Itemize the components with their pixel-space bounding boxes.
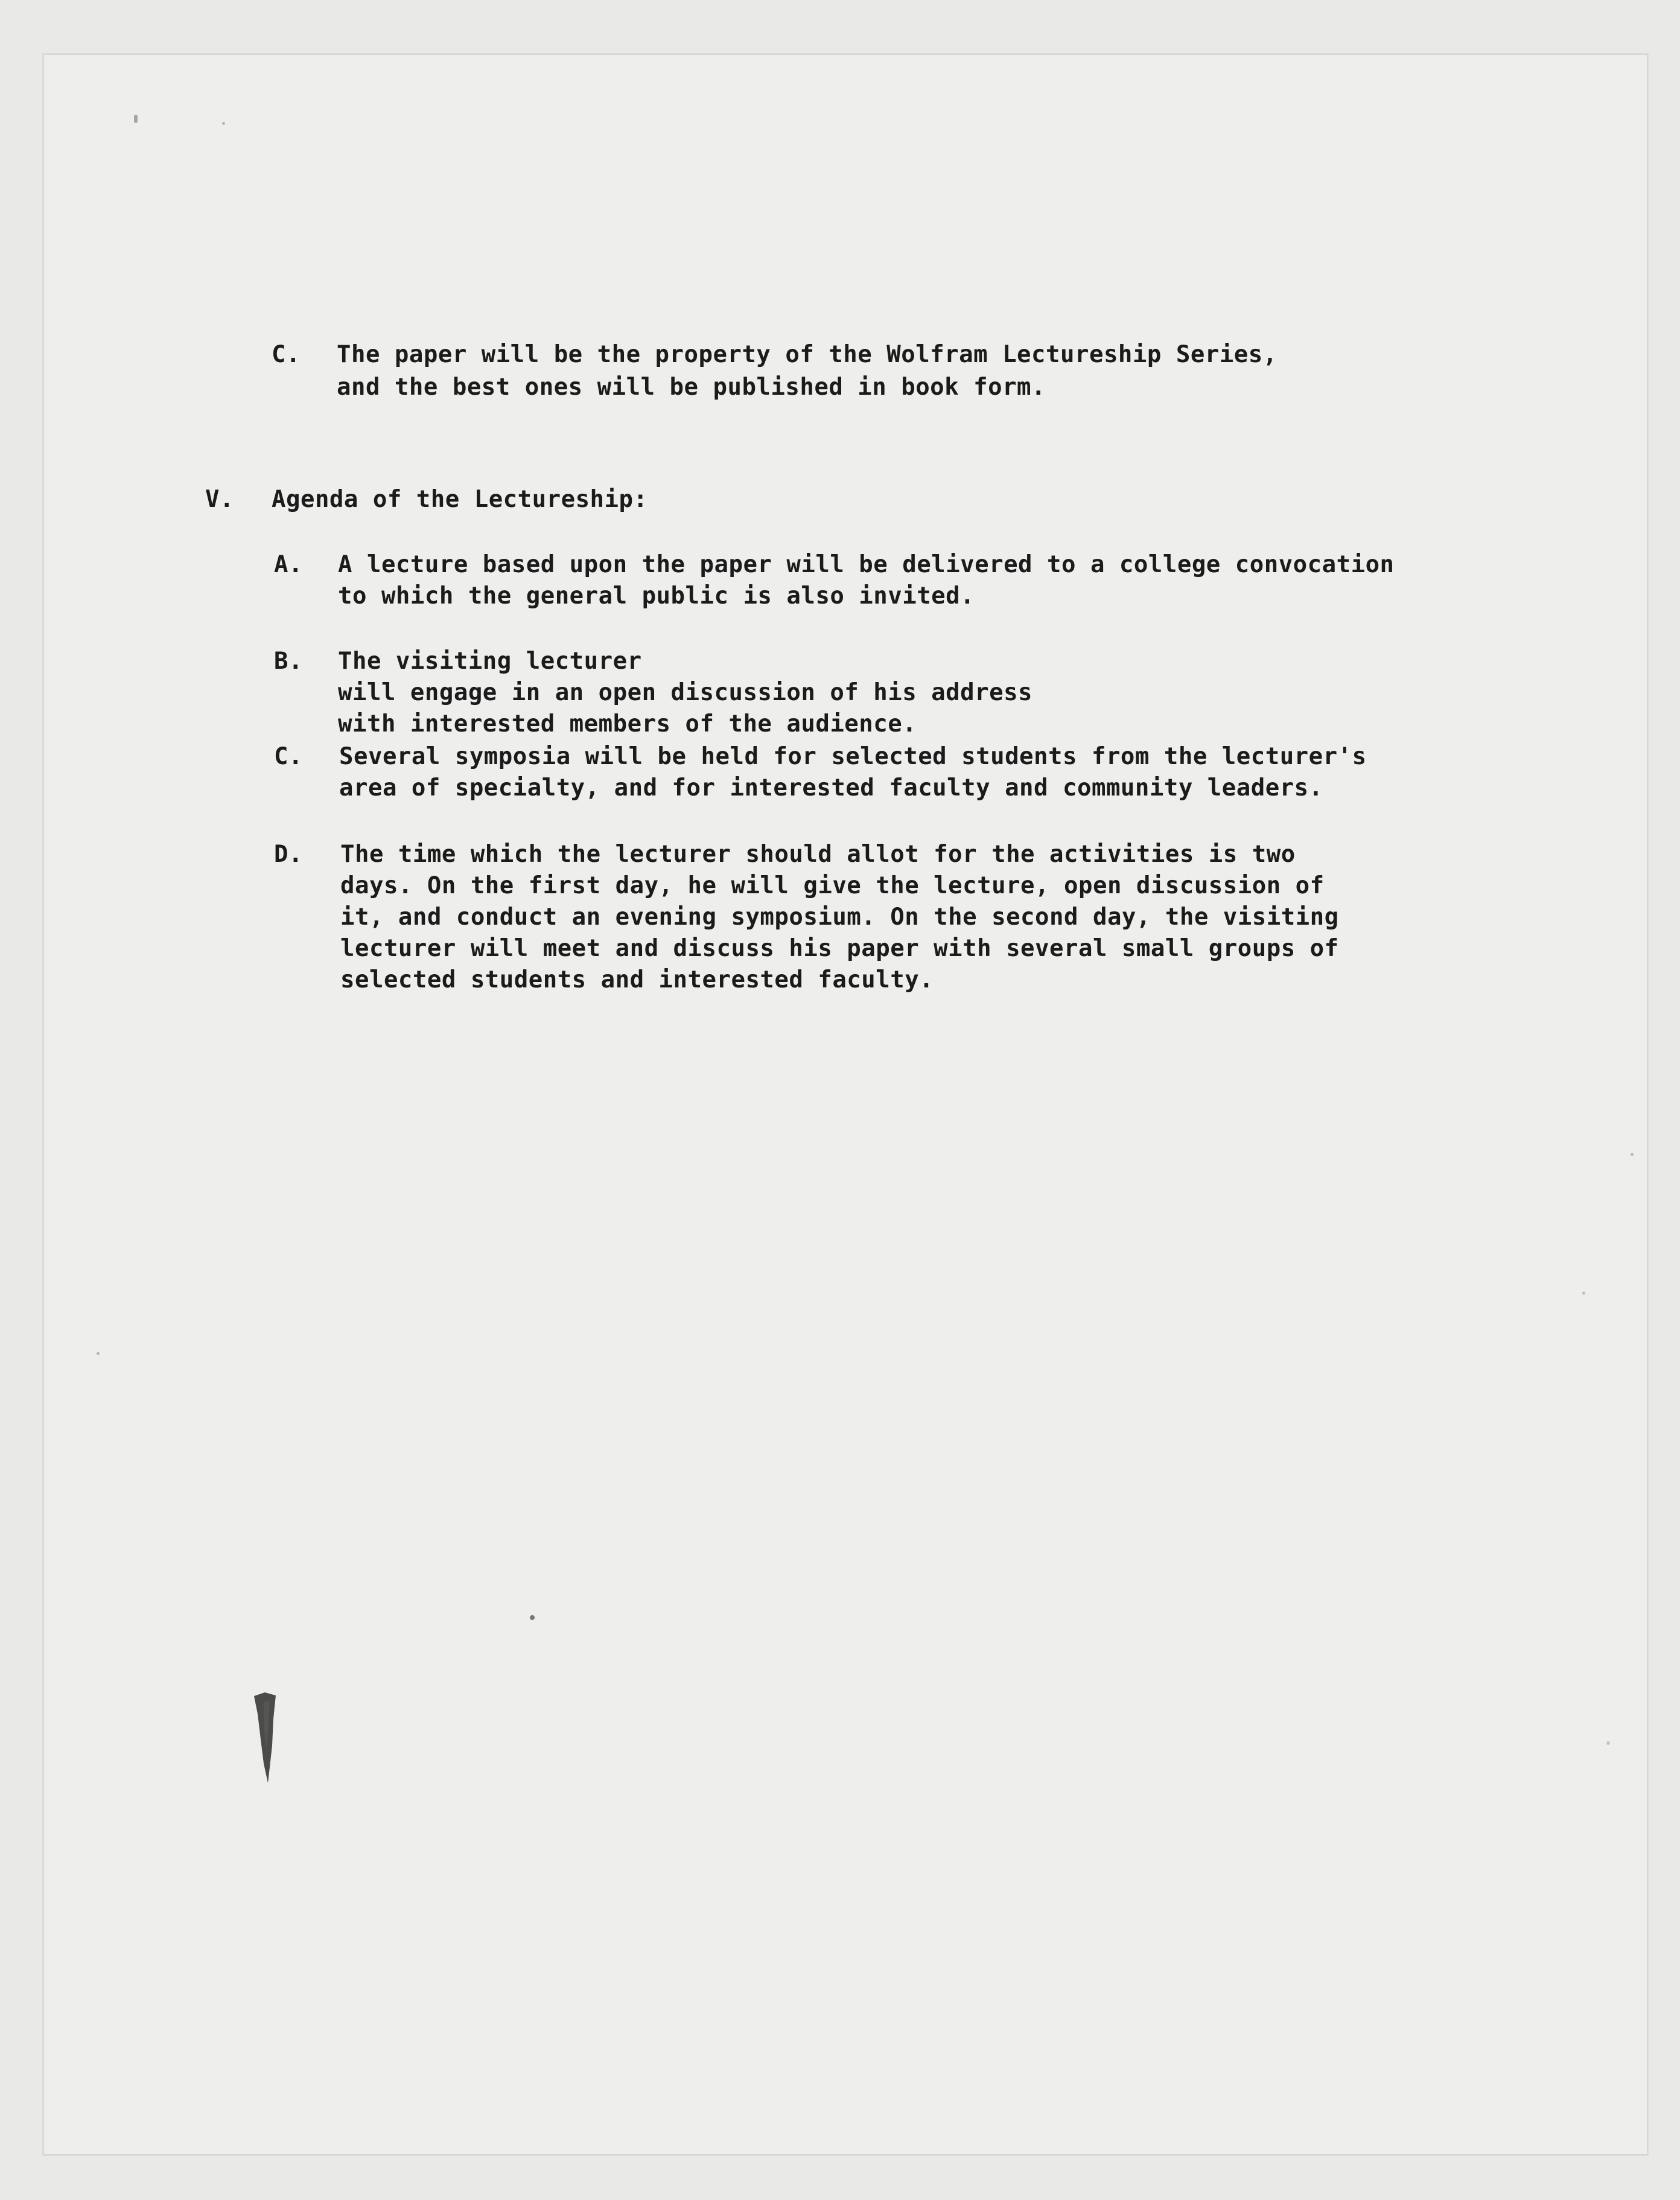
item-line: days. On the first day, he will give the lecture, open discussion of bbox=[340, 872, 1325, 899]
item-line bbox=[338, 646, 1032, 709]
section-label: V. bbox=[205, 486, 234, 513]
paper-speck bbox=[1631, 1153, 1634, 1156]
item-label: D. bbox=[274, 841, 303, 868]
item-line: to which the general public is also invited. bbox=[338, 582, 975, 610]
section-heading bbox=[272, 484, 648, 515]
paper-speck bbox=[97, 1352, 100, 1355]
item-label: C. bbox=[272, 341, 301, 368]
document-page bbox=[42, 53, 1649, 2156]
item-label: C. bbox=[274, 743, 303, 770]
item-line: Several symposia will be held for selected students from the lecturer's bbox=[339, 743, 1367, 770]
item-label: B. bbox=[274, 648, 303, 675]
item-line-part: The visiting lecturer bbox=[338, 648, 642, 675]
item-line: The paper will be the property of the Wolfram Lectureship Series, bbox=[337, 341, 1278, 368]
item-text bbox=[338, 549, 1395, 612]
item-line: and the best ones will be published in book form. bbox=[337, 374, 1046, 401]
item-line: selected students and interested faculty. bbox=[340, 966, 934, 993]
item-line: lecturer will meet and discuss his paper with several small groups of bbox=[340, 935, 1339, 962]
paper-speck bbox=[1582, 1292, 1585, 1295]
item-line: A lecture based upon the paper will be delivered to a college convocation bbox=[338, 551, 1395, 578]
item-text bbox=[340, 839, 1339, 996]
item-text bbox=[338, 646, 1032, 740]
item-text bbox=[339, 741, 1367, 804]
paper-speck bbox=[134, 115, 138, 123]
item-line-part: will engage in an open discussion of his address bbox=[338, 679, 1033, 706]
paper-speck bbox=[222, 122, 225, 125]
outline bbox=[43, 54, 1647, 2155]
item-line: area of specialty, and for interested faculty and community leaders. bbox=[339, 774, 1323, 802]
item-line: The time which the lecturer should allot for the activities is two bbox=[340, 841, 1296, 868]
item-label: A. bbox=[274, 551, 303, 578]
item-line: with interested members of the audience. bbox=[338, 710, 917, 738]
paper-speck bbox=[1606, 1741, 1610, 1745]
ink-blot-mark bbox=[252, 1690, 283, 1787]
item-line: it, and conduct an evening symposium. On the second day, the visiting bbox=[340, 904, 1339, 931]
item-line: Agenda of the Lectureship: bbox=[272, 486, 648, 513]
item-text bbox=[337, 339, 1278, 403]
paper-speck bbox=[530, 1615, 535, 1620]
